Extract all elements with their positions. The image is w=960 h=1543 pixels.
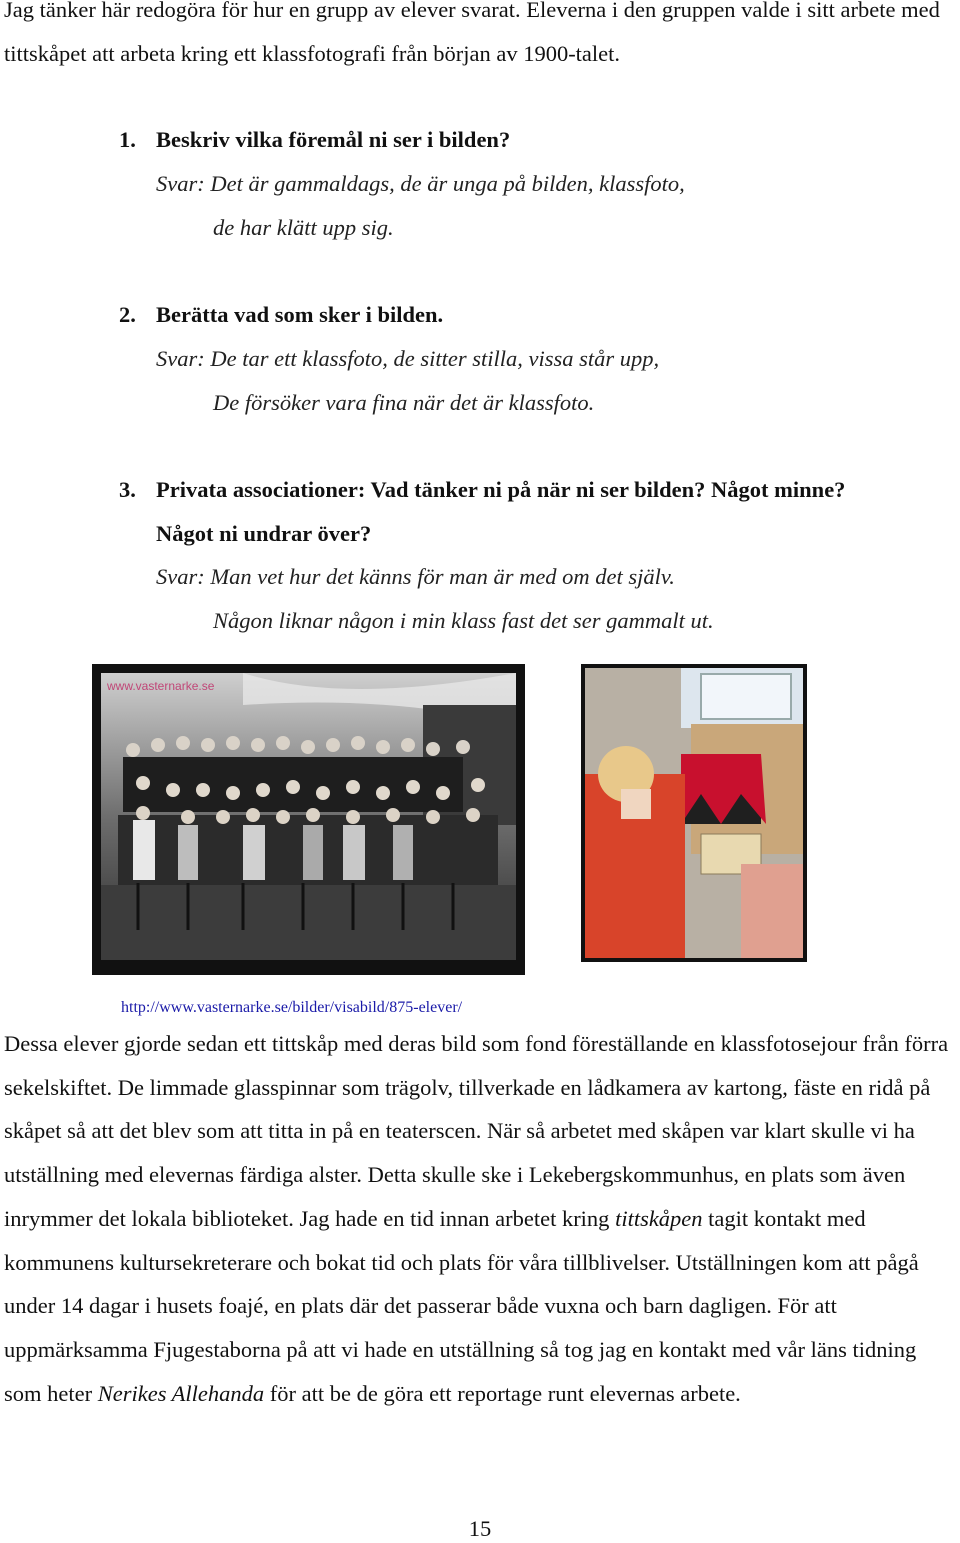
question-3-text-line-2: Något ni undrar över? [156, 521, 372, 546]
students-working-photo [581, 664, 807, 962]
question-1-text: 1. Beskriv vilka föremål ni ser i bilden? [119, 127, 511, 152]
page-number: 15 [468, 1516, 492, 1541]
answer-2-line-2: De försöker vara fina när det är klassfoto. [213, 390, 595, 415]
answer-2-line-1: Svar: De tar ett klassfoto, de sitter stilla, vissa står upp, [156, 346, 660, 371]
question-2-text: 2. Berätta vad som sker i bilden. [119, 302, 444, 327]
answer-3-line-2: Någon liknar någon i min klass fast det ser gammalt ut. [213, 608, 714, 633]
question-3-text-line-1: 3. Privata associationer: Vad tänker ni på när ni ser bilden? Något minne? [119, 477, 846, 502]
answer-3-line-1: Svar: Man vet hur det känns för man är med om det själv. [156, 564, 675, 589]
class-photo-image [93, 665, 524, 974]
intro-paragraph: Jag tänker här redogöra för hur en grupp av elever svarat. Eleverna i den gruppen valde i sitt arbete med tittskåpet att arbeta kring ett klassfotografi från början av 1900-talet. [4, 0, 940, 66]
students-working-image [581, 664, 807, 962]
class-photo-watermark: www.vasternarke.se [107, 679, 215, 693]
answer-1-line-1: Svar: Det är gammaldags, de är unga på bilden, klassfoto, [156, 171, 685, 196]
photo-source-link[interactable]: http://www.vasternarke.se/bilder/visabild/875-elever/ [121, 999, 463, 1016]
tittskapen-emphasis: tittskåpen [615, 1205, 703, 1231]
newspaper-name: Nerikes Allehanda [97, 1380, 265, 1406]
body-paragraph: Dessa elever gjorde sedan ett tittskåp med deras bild som fond föreställande en klassfotosejour från förra sekelskiftet. De limmade glasspinnar som trägolv, tillverkade en lådkamera av kartong, fäste en ridå på skåpet så att det blev som att titta in på en teaterscen. När så arbetet med skåpen var klart skulle vi ha utställning med elevernas färdiga alster. Detta skulle ske i Lekebergskommunhus, en plats som även inrymmer det lokala biblioteket. Jag hade en tid innan arbetet kring tittskåpen tagit kontakt med kommunens kultursekreterare och bokat tid och plats för våra tillblivelser. Utställningen kom att pågå under 14 dagar i husets foajé, en plats där det passerar både vuxna och barn dagligen. För att uppmärksamma Fjugestaborna på att vi hade en utställning så tog jag en kontakt med vår läns tidning som heter Nerikes Allehanda för att be de göra ett reportage runt elevernas arbete. [4, 1031, 949, 1406]
class-photo [92, 664, 525, 975]
answer-1-line-2: de har klätt upp sig. [213, 215, 394, 240]
